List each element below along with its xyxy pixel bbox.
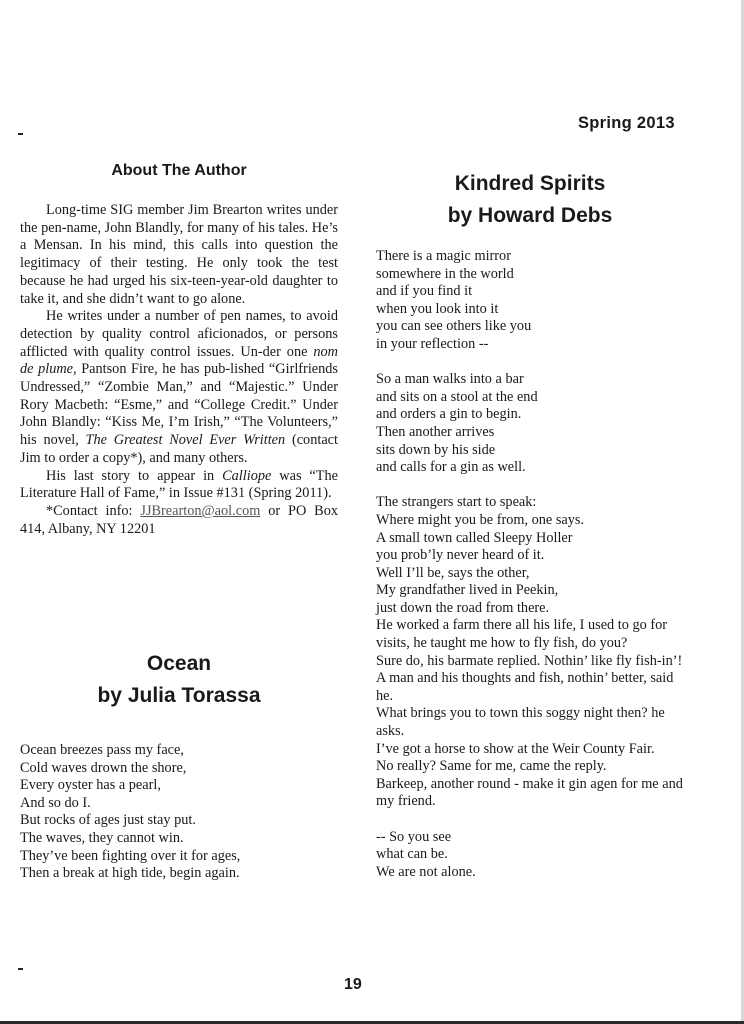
bio-paragraph bbox=[20, 468, 338, 503]
page-number: 19 bbox=[344, 976, 362, 993]
stanza bbox=[20, 742, 340, 883]
poem-line: What brings you to town this soggy night then? he asks. bbox=[376, 705, 665, 740]
bio-paragraph bbox=[20, 503, 338, 538]
poem-line: Then a break at high tide, begin again. bbox=[20, 865, 240, 882]
poem-line: Cold waves drown the shore, bbox=[20, 759, 187, 776]
poem-line: We are not alone. bbox=[376, 863, 476, 880]
poem-line: The waves, they cannot win. bbox=[20, 829, 184, 846]
margin-mark-bottom bbox=[18, 968, 23, 970]
poem-line: you can see others like you bbox=[376, 318, 532, 335]
poem-line: No really? Same for me, came the reply. bbox=[376, 758, 607, 775]
bio-text: (contact Jim to order a copy*), and many others. bbox=[20, 432, 338, 466]
ocean-poem bbox=[20, 742, 340, 900]
bio-text: or PO Box 414, Albany, NY 12201 bbox=[20, 502, 338, 537]
poem-line: and calls for a gin as well. bbox=[376, 459, 526, 476]
poem-line: There is a magic mirror bbox=[376, 248, 511, 264]
about-author-heading: About The Author bbox=[111, 162, 247, 179]
poem-line: and sits on a stool at the end bbox=[376, 388, 538, 405]
margin-mark-top bbox=[18, 133, 23, 135]
poem-line: Every oyster has a pearl, bbox=[20, 777, 161, 794]
poem-line: Barkeep, another round - make it gin agen for me and my friend. bbox=[376, 775, 683, 810]
kindred-byline: by Howard Debs bbox=[447, 204, 613, 227]
author-email-link[interactable]: JJBrearton@aol.com bbox=[140, 502, 261, 519]
bio-text: The Greatest Novel Ever Written bbox=[85, 432, 286, 449]
poem-line: But rocks of ages just stay put. bbox=[20, 812, 196, 829]
poem-line: A man and his thoughts and fish, nothin’ better, said he. bbox=[376, 670, 674, 704]
poem-line: when you look into it bbox=[376, 300, 499, 317]
bio-paragraph bbox=[20, 202, 338, 308]
bio-text: , Pantson Fire, he has pub-lished “Girlfriends Undressed,” “Zombie Man,” and “Majestic.” Under Rory Macbeth: “Esme,” and “College Credit.” Under John Blandly: “Kiss Me, I’m Irish,” “The Volunteers,” his novel, bbox=[20, 361, 338, 449]
poem-line: in your reflection -- bbox=[376, 335, 489, 352]
poem-line: And so do I. bbox=[20, 794, 91, 811]
poem-line: So a man walks into a bar bbox=[376, 371, 524, 388]
poem-line: just down the road from there. bbox=[376, 599, 550, 616]
poem-line: Then another arrives bbox=[376, 423, 495, 440]
poem-line: I’ve got a horse to show at the Weir County Fair. bbox=[376, 740, 655, 757]
poem-line: and if you find it bbox=[376, 283, 473, 300]
bio-text: *Contact info: bbox=[46, 502, 141, 519]
poem-line: The strangers start to speak: bbox=[376, 494, 537, 511]
stanza bbox=[376, 494, 690, 811]
poem-line: Well I’ll be, says the other, bbox=[376, 564, 530, 581]
poem-line: My grandfather lived in Peekin, bbox=[376, 582, 559, 599]
bio-text: Calliope bbox=[222, 467, 272, 484]
poem-line: Ocean breezes pass my face, bbox=[20, 742, 184, 758]
poem-line: what can be. bbox=[376, 846, 448, 863]
author-bio bbox=[20, 202, 338, 538]
poem-line: He worked a farm there all his life, I used to go for visits, he taught me how to fly fish, do you? bbox=[376, 617, 667, 652]
bio-text: His last story to appear in bbox=[46, 467, 223, 484]
bio-paragraph bbox=[20, 308, 338, 467]
stanza bbox=[376, 248, 690, 354]
ocean-byline: by Julia Torassa bbox=[97, 684, 261, 707]
issue-season: Spring 2013 bbox=[578, 114, 675, 132]
poem-line: A small town called Sleepy Holler bbox=[376, 529, 573, 546]
bio-text: nom de plume bbox=[20, 343, 338, 378]
poem-line: They’ve been fighting over it for ages, bbox=[20, 847, 241, 864]
poem-line: Sure do, his barmate replied. Nothin’ like fly fish-in’! bbox=[376, 652, 683, 669]
kindred-poem bbox=[376, 248, 690, 899]
poem-line: sits down by his side bbox=[376, 441, 496, 458]
poem-line: and orders a gin to begin. bbox=[376, 406, 522, 423]
poem-line: you prob’ly never heard of it. bbox=[376, 547, 545, 564]
ocean-title: Ocean bbox=[146, 652, 212, 675]
bio-text: Long-time SIG member Jim Brearton writes under the pen-name, John Blandly, for many of his tales. He’s a Mensan. In his mind, this calls into question the legitimacy of their testing. He only took the test because he had urged his six-teen-year-old daughter to take it, and she didn’t want to go alone. bbox=[20, 202, 338, 307]
poem-line: Where might you be from, one says. bbox=[376, 511, 585, 528]
poem-line: somewhere in the world bbox=[376, 265, 514, 282]
stanza bbox=[376, 829, 690, 882]
stanza bbox=[376, 371, 690, 477]
bio-text: was “The Literature Hall of Fame,” in Issue #131 (Spring 2011). bbox=[20, 467, 338, 502]
kindred-title: Kindred Spirits bbox=[454, 172, 606, 195]
bio-text: He writes under a number of pen names, to avoid detection by quality control aficionados, or persons afflicted with quality control issues. Un-der one bbox=[20, 308, 338, 360]
poem-line: -- So you see bbox=[376, 828, 452, 845]
